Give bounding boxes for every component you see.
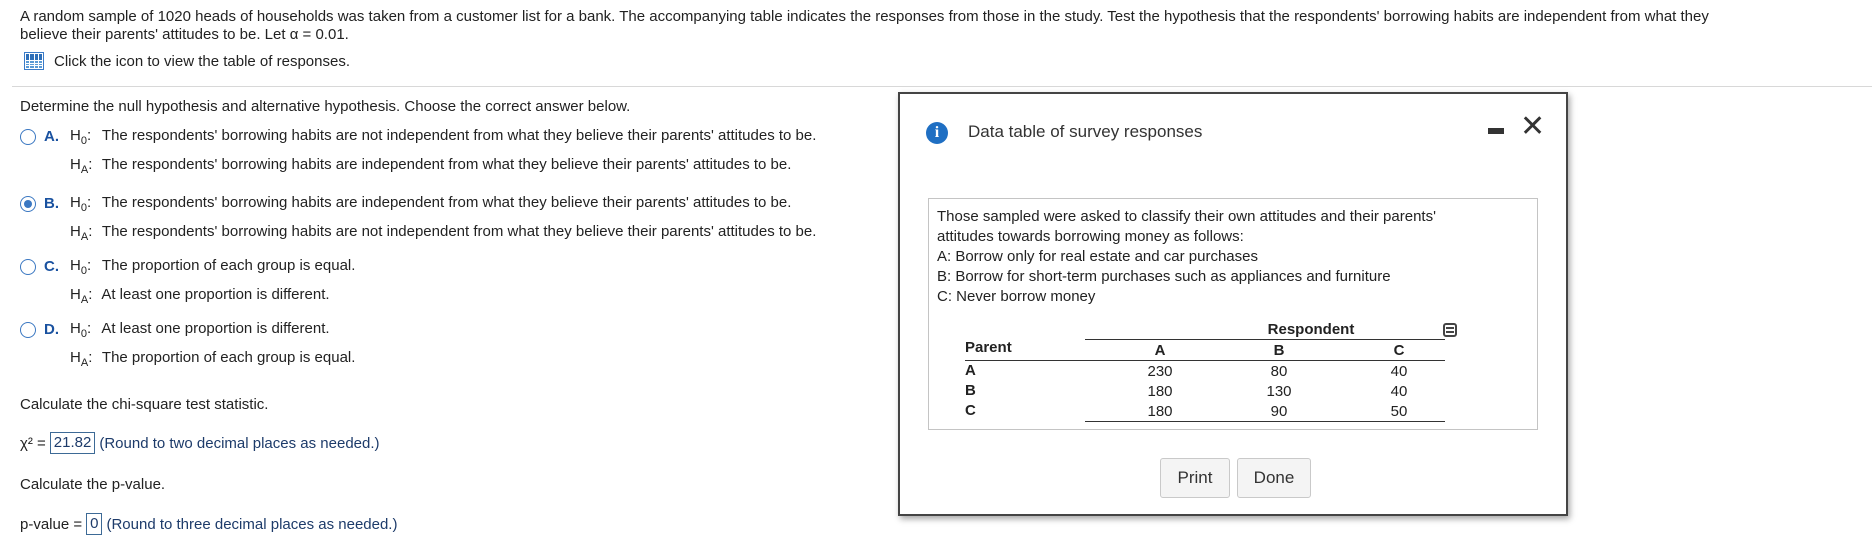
question-line-1: A random sample of 1020 heads of households was taken from a customer list for a bank. The accompanying table indicates the responses from those in the study. Test the hypothesis that the respondents' borrowing habits are independent from what they [20,8,1709,25]
info-icon: i [926,122,948,144]
table-bottom-rule [1085,421,1445,422]
p-value-prompt: Calculate the p-value. [20,476,166,493]
view-table-link[interactable] [24,52,350,70]
option-a[interactable]: A. $H_0$: The respondents' borrowing habits are not independent from what they believe their parents' attitudes to be. $H_A$: The respondents' borrowing habits are independent from what they believe their parents' attitudes to be. [20,128,816,182]
table-group-header: Respondent [1267,321,1355,338]
ha-symbol: H [70,223,81,240]
description-line: attitudes towards borrowing money as follows: [937,228,1244,245]
table-cell: 180 [1147,403,1173,420]
p-value-label: p-value = [20,515,83,533]
table-column-header: C [1393,342,1405,359]
chi-square-input[interactable]: 21.82 [50,432,96,454]
option-b[interactable]: B. $H_0$: The respondents' borrowing habits are independent from what they believe their parents' attitudes to be. $H_A$: The respondents' borrowing habits are not independent from what they believe their parents' attitudes to be. [20,195,816,249]
h0-symbol: H [70,127,81,144]
option-b-ha: The respondents' borrowing habits are not independent from what they believe their parents' attitudes to be. [101,223,817,240]
chi-square-rounding-note: (Round to two decimal places as needed.) [99,434,380,452]
option-c-ha: At least one proportion is different. [101,286,330,303]
option-a-ha: The respondents' borrowing habits are independent from what they believe their parents' attitudes to be. [101,156,792,173]
table-column-header: A [1154,342,1166,359]
option-d-ha: The proportion of each group is equal. [101,349,356,366]
table-column-rule [965,360,1445,361]
print-button[interactable]: Print [1160,458,1230,498]
ha-symbol: H [70,286,81,303]
h0-subscript: 0 [80,202,87,214]
option-a-h0: The respondents' borrowing habits are not independent from what they believe their parents' attitudes to be. [101,127,817,144]
p-value-input[interactable]: 0 [86,513,102,535]
data-table-dialog [898,92,1568,516]
option-c-h0: The proportion of each group is equal. [101,257,356,274]
chi-square-label: χ² = [20,434,46,452]
table-cell: 80 [1270,363,1288,380]
table-cell: 230 [1147,363,1173,380]
table-row-header: Parent [965,339,1012,356]
p-value-rounding-note: (Round to three decimal places as needed.) [106,515,398,533]
dialog-title: Data table of survey responses [968,122,1203,141]
table-cell: 90 [1270,403,1288,420]
option-letter: B. [44,195,59,212]
table-cell: 50 [1390,403,1408,420]
h0-subscript: 0 [80,328,87,340]
question-text [20,8,1860,44]
h0-symbol: H [70,194,81,211]
table-description [937,207,1517,307]
ha-subscript: A [80,164,89,176]
done-button[interactable]: Done [1237,458,1311,498]
option-b-h0: The respondents' borrowing habits are independent from what they believe their parents' attitudes to be. [101,194,792,211]
view-table-link-label[interactable]: Click the icon to view the table of responses. [54,52,350,70]
table-column-header: B [1273,342,1285,359]
radio-option-b-selected[interactable] [20,196,36,212]
radio-option-d[interactable] [20,322,36,338]
table-cell: 40 [1390,383,1408,400]
description-line: A: Borrow only for real estate and car purchases [937,248,1258,265]
ha-subscript: A [80,294,89,306]
table-row-label: A [965,362,976,379]
table-content-box [928,198,1538,430]
table-icon[interactable] [24,52,44,70]
table-cell: 40 [1390,363,1408,380]
chi-square-prompt: Calculate the chi-square test statistic. [20,396,269,413]
table-header-rule [1085,339,1445,340]
table-row-label: B [965,382,976,399]
ha-subscript: A [80,357,89,369]
h0-symbol: H [70,320,81,337]
h0-subscript: 0 [80,265,87,277]
h0-symbol: H [70,257,81,274]
hypothesis-prompt: Determine the null hypothesis and alternative hypothesis. Choose the correct answer below. [20,98,631,115]
ha-symbol: H [70,156,81,173]
option-d-h0: At least one proportion is different. [101,320,330,337]
table-row-label: C [965,402,976,419]
chi-square-answer-row [20,432,380,454]
description-line: B: Borrow for short-term purchases such as appliances and furniture [937,268,1391,285]
table-cell: 130 [1266,383,1292,400]
description-line: Those sampled were asked to classify their own attitudes and their parents' [937,208,1436,225]
question-line-2: believe their parents' attitudes to be. Let α = 0.01. [20,26,349,43]
divider [12,86,1872,87]
option-letter: A. [44,128,59,145]
option-letter: C. [44,258,59,275]
radio-option-c[interactable] [20,259,36,275]
description-line: C: Never borrow money [937,288,1096,305]
option-letter: D. [44,321,59,338]
ha-subscript: A [80,231,89,243]
p-value-answer-row [20,513,397,535]
option-c[interactable]: C. $H_0$: The proportion of each group is equal. $H_A$: At least one proportion is different. [20,258,355,312]
minimize-button[interactable] [1488,128,1504,134]
close-button[interactable]: ✕ [1520,110,1546,143]
ha-symbol: H [70,349,81,366]
table-cell: 180 [1147,383,1173,400]
radio-option-a[interactable] [20,129,36,145]
h0-subscript: 0 [80,135,87,147]
copy-table-icon[interactable] [1443,323,1457,337]
option-d[interactable]: D. $H_0$: At least one proportion is different. $H_A$: The proportion of each group is equal. [20,321,355,375]
